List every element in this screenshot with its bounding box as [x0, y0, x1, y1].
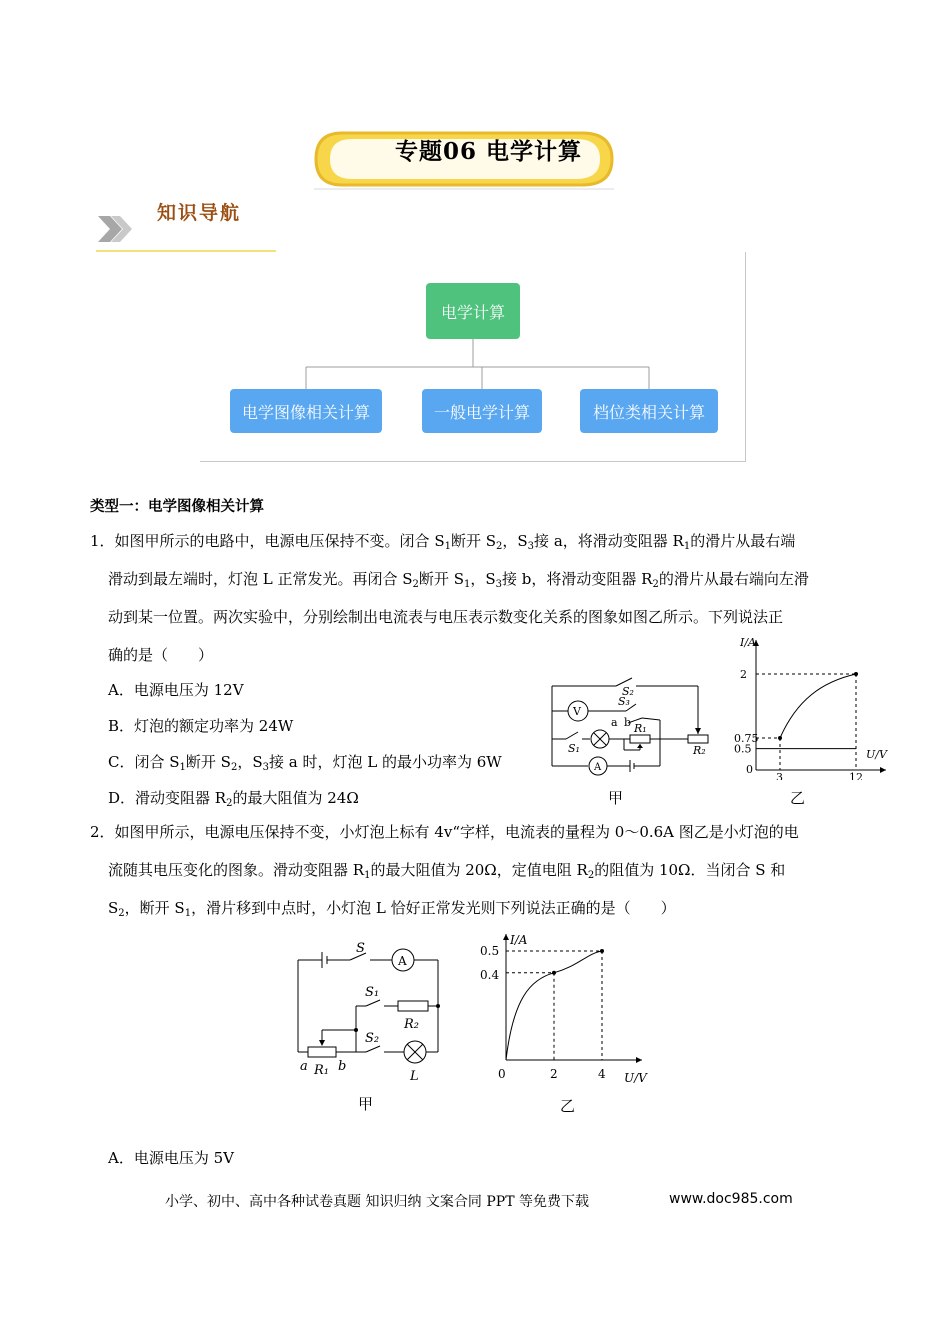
- y-tick-2: 2: [740, 668, 747, 681]
- x-axis-label: U/V: [866, 748, 887, 761]
- label-b: b: [624, 716, 632, 729]
- q1-option-b: B．灯泡的额定功率为 24W: [108, 717, 294, 735]
- y-tick-0.75: 0.75: [734, 732, 759, 745]
- q1-option-a: A．电源电压为 12V: [108, 681, 244, 699]
- q2-line2: 流随其电压变化的图象。滑动变阻器 $R_1$的最大阻值为 20Ω，定值电阻 $R_2$的阻值为 10Ω．当闭合 S 和: [108, 861, 786, 881]
- q2-option-a: A．电源电压为 5V: [108, 1149, 234, 1167]
- q1-circuit-diagram: [548, 668, 718, 778]
- label-r2: R₂: [693, 744, 706, 757]
- label-v: V: [573, 705, 581, 718]
- label-s2: S₂: [622, 685, 634, 698]
- q1-line3: 动到某一位置。两次实验中，分别绘制出电流表与电压表示数变化关系的图象如图乙所示。下列说法正: [108, 608, 784, 626]
- y-axis-label: I/A: [510, 933, 528, 947]
- footer-text: 小学、初中、高中各种试卷真题 知识归纳 文案合同 PPT 等免费下载: [165, 1194, 589, 1210]
- q1-fig-jia-caption: 甲: [608, 789, 624, 807]
- label-s1: S₁: [365, 985, 380, 1000]
- label-l: L: [410, 1069, 419, 1084]
- x-axis-label: U/V: [624, 1071, 647, 1085]
- label-ammeter: A: [398, 954, 407, 968]
- q1-option-d: D．滑动变阻器 $R_2$的最大阻值为 24Ω: [108, 789, 359, 809]
- mindmap-child-gear-calc: 档位类相关计算: [580, 389, 718, 433]
- q2-fig-yi-caption: 乙: [560, 1097, 576, 1115]
- label-ammeter: A: [594, 762, 602, 773]
- origin-label: 0: [498, 1067, 506, 1081]
- q1-fig-yi-caption: 乙: [790, 789, 806, 807]
- label-s2: S₂: [365, 1031, 380, 1046]
- series-curve-line: [780, 674, 856, 738]
- q1-option-c: C．闭合 $S_1$断开 $S_2$，$S_3$接 a 时，灯泡 L 的最小功率为 6W: [108, 753, 502, 773]
- label-b: b: [338, 1059, 347, 1074]
- label-a: a: [611, 716, 618, 729]
- label-a: a: [300, 1059, 308, 1074]
- label-s: S: [356, 941, 365, 956]
- nav-title: 知识导航: [157, 202, 242, 224]
- mindmap-child-image-calc: 电学图像相关计算: [230, 389, 382, 433]
- q2-circuit-diagram: [292, 940, 452, 1086]
- y-tick-0.5: 0.5: [734, 742, 752, 756]
- x-tick-4: 4: [598, 1067, 606, 1081]
- q1-line2: 滑动到最左端时，灯泡 L 正常发光。再闭合 $S_2$断开 $S_1$，$S_3$接 b，将滑动变阻器 $R_2$的滑片从最右端向左滑: [108, 570, 809, 590]
- q2-line3: $S_2$，断开 $S_1$，滑片移到中点时，小灯泡 L 恰好正常发光则下列说法正确的是（ ）: [108, 899, 676, 919]
- page-title: 专题06 电学计算: [395, 138, 583, 165]
- label-r1: R₁: [634, 722, 647, 735]
- mindmap-root-node: 电学计算: [426, 283, 520, 339]
- q1-iv-chart: [730, 632, 890, 780]
- label-r1: R₁: [314, 1063, 329, 1078]
- label-r2: R₂: [404, 1017, 419, 1032]
- q1-line4: 确的是（ ）: [108, 646, 214, 664]
- x-axis-arrow: [880, 767, 886, 773]
- y-tick-0.4: 0.4: [480, 967, 500, 982]
- footer-url[interactable]: www.doc985.com: [669, 1191, 793, 1207]
- q1-line1: 1．如图甲所示的电路中，电源电压保持不变。闭合 $S_1$断开 $S_2$，$S_3$接 a，将滑动变阻器 $R_1$的滑片从最右端: [90, 532, 796, 552]
- y-axis-arrow: [503, 934, 509, 940]
- q2-fig-jia-caption: 甲: [358, 1095, 374, 1113]
- y-axis-label: I/A: [740, 636, 756, 649]
- label-s3: S₃: [618, 695, 630, 708]
- mindmap-child-general-calc: 一般电学计算: [422, 389, 542, 433]
- x-axis-arrow: [636, 1057, 642, 1063]
- double-chevron-icon: [96, 214, 136, 244]
- label-s1: S₁: [568, 742, 580, 755]
- section-heading: 类型一：电学图像相关计算: [90, 499, 264, 515]
- x-tick-3: 3: [776, 771, 783, 780]
- q2-iv-chart: [474, 928, 660, 1088]
- q2-line1: 2．如图甲所示，电源电压保持不变，小灯泡上标有 4v“字样，电流表的量程为 0～0.6A 图乙是小灯泡的电: [90, 823, 799, 841]
- y-tick-0.5: 0.5: [480, 944, 500, 958]
- x-tick-2: 2: [550, 1067, 558, 1081]
- origin-label: 0: [746, 763, 753, 776]
- x-tick-12: 12: [849, 771, 863, 780]
